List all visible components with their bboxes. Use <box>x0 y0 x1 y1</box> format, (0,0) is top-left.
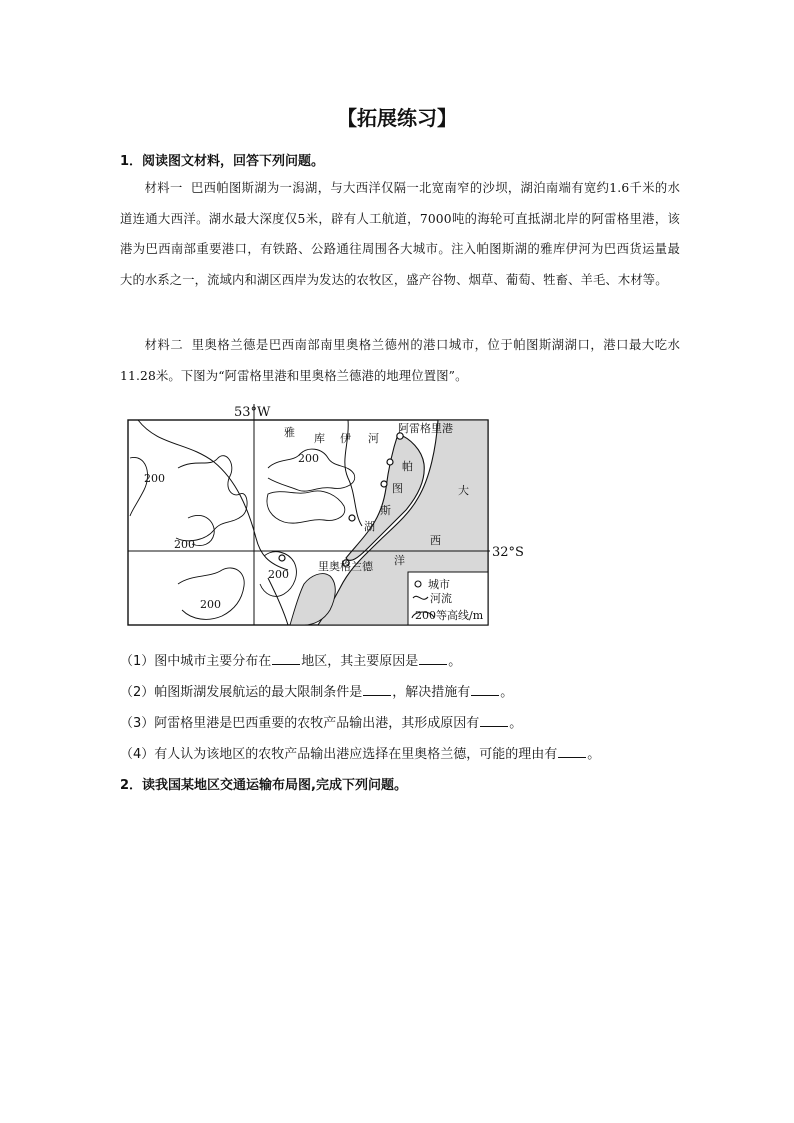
river-char-1: 雅 <box>284 426 295 439</box>
lake-char-4: 湖 <box>364 520 375 533</box>
sub-question-1-text: （1）图中城市主要分布在 <box>120 654 272 669</box>
answer-blank[interactable] <box>419 652 447 665</box>
city-marker <box>349 515 355 521</box>
sub-question-3 <box>120 712 522 731</box>
legend-contour-label: 等高线/m <box>436 609 484 622</box>
material-2-paragraph <box>120 330 680 391</box>
material-1-paragraph <box>120 173 680 295</box>
ocean-char-2: 西 <box>430 534 441 547</box>
sub-question-4-end: 。 <box>587 747 601 762</box>
sub-question-3-text: （3）阿雷格里港是巴西重要的农牧产品输出港，其形成原因有 <box>120 716 480 731</box>
material-2-text: 里奥格兰德是巴西南部南里奥格兰德州的港口城市，位于帕图斯湖湖口，港口最大吃水11.28米。下图为“阿雷格里港和里奥格兰德港的地理位置图”。 <box>120 338 681 383</box>
river-char-4: 河 <box>368 432 379 445</box>
legend-river-label: 河流 <box>430 592 452 605</box>
porto-alegre-label: 阿雷格里港 <box>398 422 453 435</box>
city-marker <box>279 555 285 561</box>
legend-contour-value: 200 <box>415 609 436 622</box>
sub-question-1-end: 。 <box>448 654 462 669</box>
page-title: 【拓展练习】 <box>337 106 457 130</box>
answer-blank[interactable] <box>363 683 391 696</box>
answer-blank[interactable] <box>558 745 586 758</box>
rio-grande-label: 里奥格兰德 <box>318 560 373 573</box>
city-marker <box>381 481 387 487</box>
river-char-2: 库 <box>314 432 325 445</box>
sub-question-3-end: 。 <box>509 716 523 731</box>
lake-char-2: 图 <box>392 482 403 495</box>
location-map <box>118 398 528 630</box>
longitude-label: 53°W <box>234 405 271 420</box>
ocean-char-3: 洋 <box>394 554 405 567</box>
sub-question-4-text: （4）有人认为该地区的农牧产品输出港应选择在里奥格兰德，可能的理由有 <box>120 747 558 762</box>
sub-question-2-text: （2）帕图斯湖发展航运的最大限制条件是 <box>120 685 363 700</box>
question-1-heading: 1．阅读图文材料，回答下列问题。 <box>120 154 325 169</box>
ocean-char-1: 大 <box>458 484 469 497</box>
sub-question-2-middle: ，解决措施有 <box>392 685 471 700</box>
sub-question-1 <box>120 650 461 669</box>
material-2-label: 材料二 <box>144 338 184 352</box>
contour-value-label: 200 <box>174 538 195 551</box>
contour-value-label: 200 <box>200 598 221 611</box>
legend-city-icon <box>415 581 421 587</box>
question-2-heading: 2．读我国某地区交通运输布局图,完成下列问题。 <box>120 778 407 793</box>
contour-value-label: 200 <box>268 568 289 581</box>
sub-question-2 <box>120 681 513 700</box>
sub-question-2-end: 。 <box>500 685 514 700</box>
legend-city-label: 城市 <box>428 578 450 591</box>
material-1-text: 巴西帕图斯湖为一潟湖，与大西洋仅隔一北宽南窄的沙坝，湖泊南端有宽约1.6千米的水道连通大西洋。湖水最大深度仅5米，辟有人工航道，7000吨的海轮可直抵湖北岸的阿雷格里港，该港为巴西南部重要港口，有铁路、公路通往周围各大城市。注入帕图斯湖的雅库伊河为巴西货运量最大的水系之一，流域内和湖区西岸为发达的农牧区，盛产谷物、烟草、葡萄、牲畜、羊毛、木材等。 <box>120 181 681 287</box>
city-marker <box>387 459 393 465</box>
lake-char-3: 斯 <box>380 504 391 517</box>
sub-question-1-middle: 地区，其主要原因是 <box>301 654 419 669</box>
river-char-3: 伊 <box>340 432 351 445</box>
contour-value-label: 200 <box>298 452 319 465</box>
latitude-label: 32°S <box>492 545 524 560</box>
answer-blank[interactable] <box>480 714 508 727</box>
sub-question-4 <box>120 743 600 762</box>
contour-value-label: 200 <box>144 472 165 485</box>
material-1-label: 材料一 <box>144 181 183 195</box>
lake-char-1: 帕 <box>402 460 413 473</box>
answer-blank[interactable] <box>272 652 300 665</box>
location-map-svg <box>118 398 528 630</box>
answer-blank[interactable] <box>471 683 499 696</box>
